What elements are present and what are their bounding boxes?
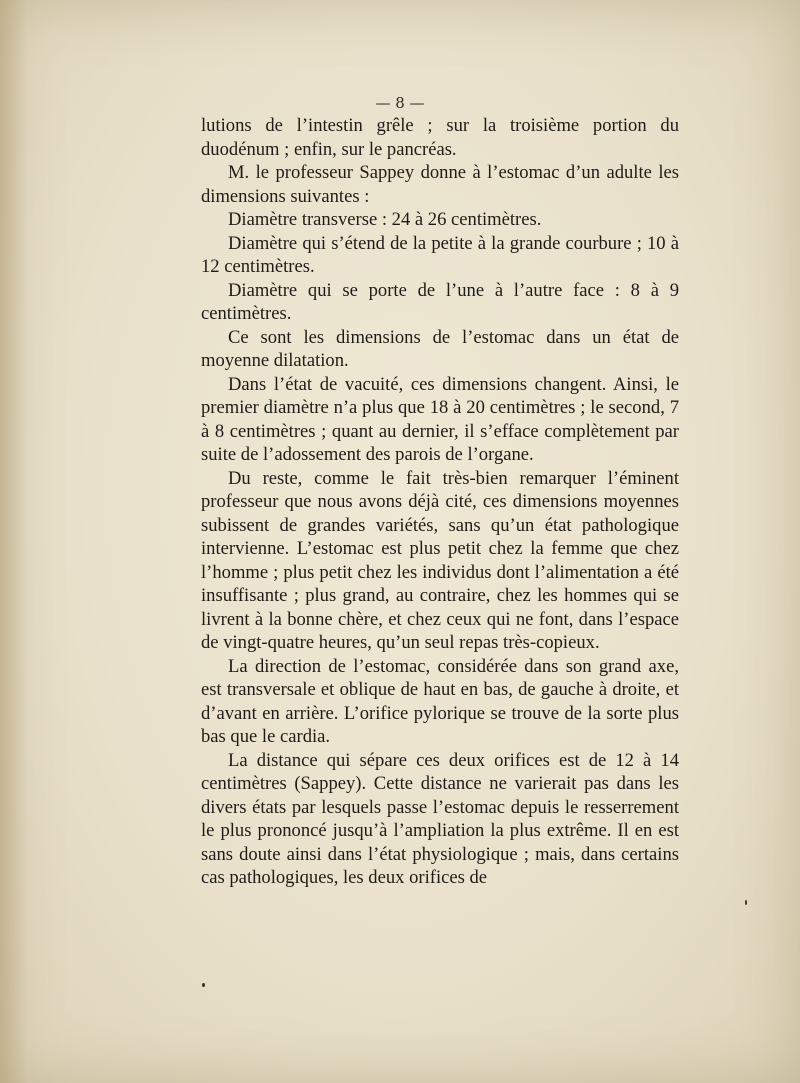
page-number: — 8 — xyxy=(375,94,425,112)
paragraph-9: La direction de l’estomac, considérée dans son grand axe, est transversale et oblique de haut en bas, de gauche à droite, et d’avant en arrière. L’orifice pylorique se trouve de la sorte plus bas que le cardia. xyxy=(201,655,679,747)
page-edge-shadow xyxy=(0,0,28,1083)
paragraph-7: Dans l’état de vacuité, ces dimensions changent. Ainsi, le premier diamètre n’a plus que 18 à 20 centimètres ; le second, 7 à 8 centimètres ; quant au dernier, il s’efface complètement par suite de l’adossement des parois de l’organe. xyxy=(201,373,679,465)
paragraph-2: M. le professeur Sappey donne à l’estomac d’un adulte les dimensions suivantes : xyxy=(201,162,679,207)
paragraph-4: Diamètre qui s’étend de la petite à la grande courbure ; 10 à 12 centimètres. xyxy=(201,232,679,277)
paragraph-6: Ce sont les dimensions de l’estomac dans un état de moyenne dilatation. xyxy=(201,326,679,371)
paragraph-1: lutions de l’intestin grêle ; sur la troisième portion du duodénum ; enfin, sur le pancréas. xyxy=(201,115,679,160)
paragraph-3: Diamètre transverse : 24 à 26 centimètres. xyxy=(228,209,542,230)
paragraph-8: Du reste, comme le fait très-bien remarquer l’éminent professeur que nous avons déjà cité, ces dimensions moyennes subissent de grandes variétés, sans qu’un état pathologique intervienne. L’estomac est plus petit chez la femme que chez l’homme ; plus petit chez les individus dont l’alimentation a été insuffisante ; plus grand, au contraire, chez les hommes qui se livrent à la bonne chère, et chez ceux qui ne font, dans l’espace de vingt-quatre heures, qu’un seul repas très-copieux. xyxy=(201,467,679,653)
ink-speck xyxy=(745,900,747,905)
paragraph-10: La distance qui sépare ces deux orifices est de 12 à 14 centimètres (Sappey). Cette distance ne varierait pas dans les divers états par lesquels passe l’estomac depuis le resserrement le plus prononcé jusqu’à l’ampliation la plus extrême. Il en est sans doute ainsi dans l’état physiologique ; mais, dans certains cas pathologiques, les deux orifices de xyxy=(201,749,679,888)
paragraph-5: Diamètre qui se porte de l’une à l’autre face : 8 à 9 centimètres. xyxy=(201,279,679,324)
ink-speck xyxy=(202,983,205,987)
body-text xyxy=(201,114,679,890)
